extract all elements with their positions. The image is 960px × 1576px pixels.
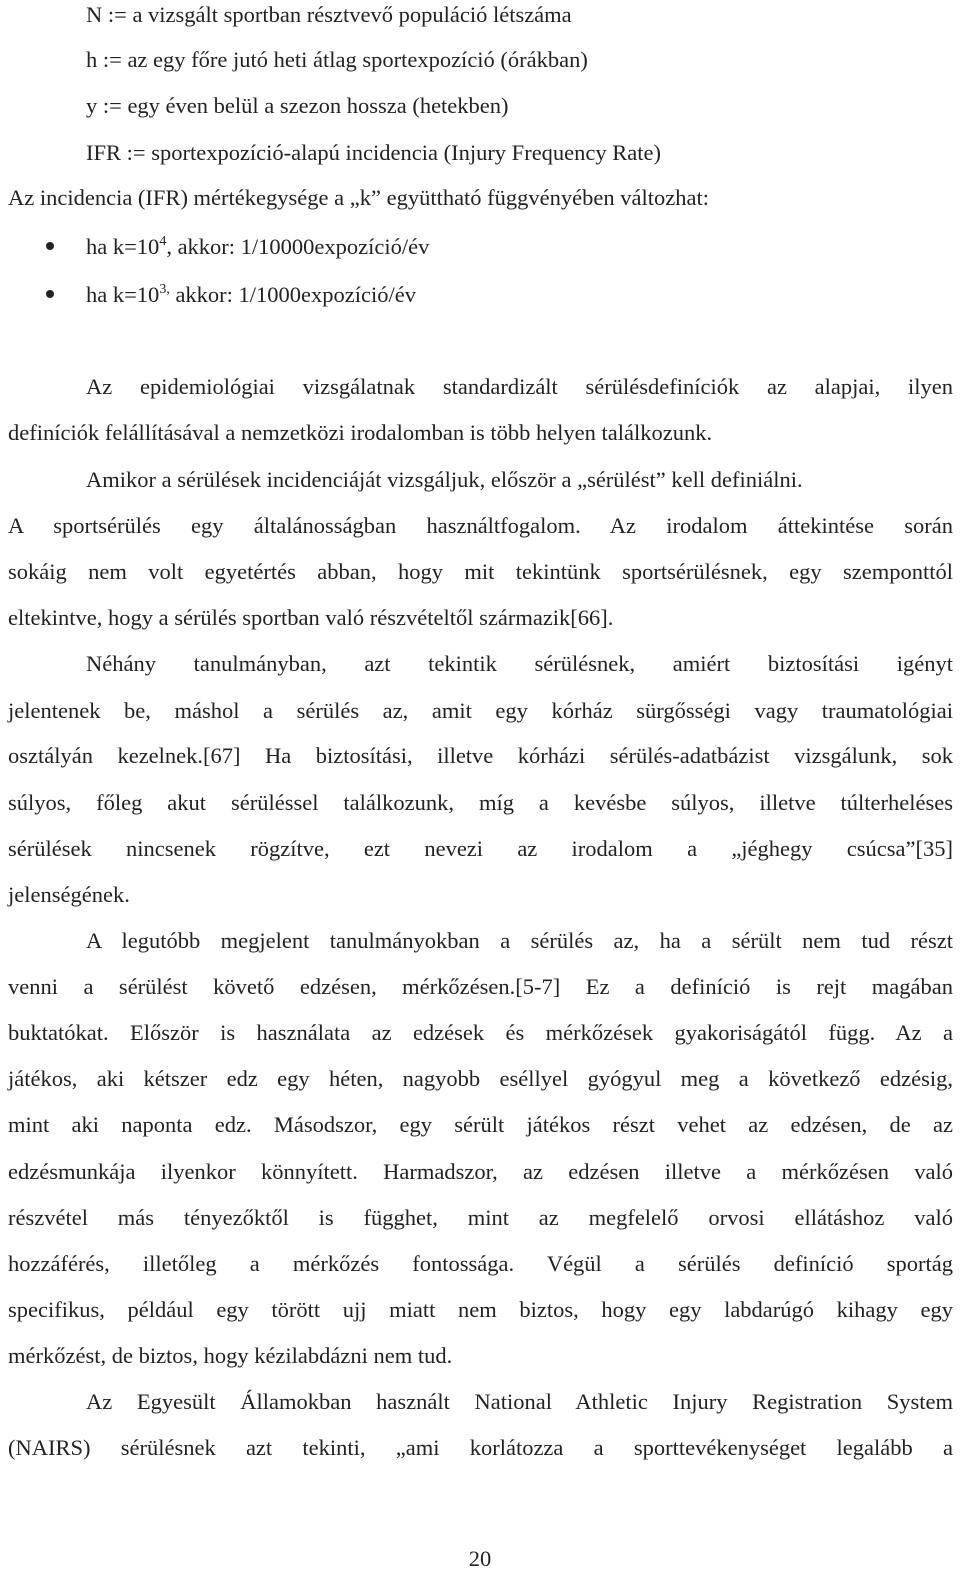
bullet-item-k3 (86, 280, 960, 310)
paragraph-line: definíciók felállításával a nemzetközi irodalomban is több helyen találkozunk. (8, 420, 713, 445)
paragraph-line: mint aki naponta edz. Másodszor, egy sérült játékos részt vehet az edzésen, de az (8, 1112, 953, 1137)
bullet-suffix: akkor: 1/1000expozíció/év (169, 282, 416, 307)
paragraph-line: mérkőzést, de biztos, hogy kézilabdázni nem tud. (8, 1343, 453, 1368)
paragraph-line: jelentenek be, máshol a sérülés az, amit egy kórház sürgősségi vagy traumatológiai (8, 698, 953, 723)
bullet-dot-icon (46, 290, 54, 298)
bullet-exponent: 3, (159, 282, 170, 297)
paragraph-line: edzésmunkája ilyenkor könnyített. Harmadszor, az edzésen illetve a mérkőzésen való (8, 1159, 953, 1184)
intro-line: Az incidencia (IFR) mértékegysége a „k” együttható függvényében változhat: (8, 185, 709, 210)
paragraph-line: Néhány tanulmányban, azt tekintik sérülésnek, amiért biztosítási igényt (86, 651, 953, 676)
paragraph-line: részvétel más tényezőktől is függhet, mint az megfelelő orvosi ellátáshoz való (8, 1205, 953, 1230)
paragraph-line: A legutóbb megjelent tanulmányokban a sérülés az, ha a sérült nem tud részt (86, 928, 953, 953)
paragraph-line: jelenségének. (8, 882, 130, 907)
paragraph-line: venni a sérülést követő edzésen, mérkőzésen.[5-7] Ez a definíció is rejt magában (8, 974, 953, 999)
paragraph-line: sokáig nem volt egyetértés abban, hogy mit tekintünk sportsérülésnek, egy szemponttól (8, 559, 953, 584)
paragraph-line: Az Egyesült Államokban használt National Athletic Injury Registration System (86, 1389, 953, 1414)
paragraph-line: A sportsérülés egy általánosságban használtfogalom. Az irodalom áttekintése során (8, 513, 953, 538)
definition-ifr: IFR := sportexpozíció-alapú incidencia (Injury Frequency Rate) (86, 140, 662, 165)
bullet-exponent: 4 (159, 234, 167, 249)
paragraph-line: osztályán kezelnek.[67] Ha biztosítási, illetve kórházi sérülés-adatbázist vizsgálunk, sok (8, 743, 953, 768)
paragraph-line: buktatókat. Először is használata az edzések és mérkőzések gyakoriságától függ. Az a (8, 1020, 953, 1045)
paragraph-line: sérülések nincsenek rögzítve, ezt nevezi az irodalom a „jéghegy csúcsa”[35] (8, 836, 953, 861)
paragraph-line: specifikus, például egy törött ujj miatt nem biztos, hogy egy labdarúgó kihagy egy (8, 1297, 953, 1322)
paragraph-line: (NAIRS) sérülésnek azt tekinti, „ami korlátozza a sporttevékenységet legalább a (8, 1435, 953, 1460)
bullet-dot-icon (46, 242, 54, 250)
definition-h: h := az egy főre jutó heti átlag sportexpozíció (órákban) (86, 47, 588, 72)
paragraph-line: játékos, aki kétszer edz egy héten, nagyobb eséllyel gyógyul meg a következő edzésig, (8, 1066, 953, 1091)
paragraph-line: súlyos, főleg akut sérüléssel találkozunk, míg a kevésbe súlyos, illetve túlterheléses (8, 790, 953, 815)
bullet-prefix: ha k=10 (86, 282, 160, 307)
paragraph-line: eltekintve, hogy a sérülés sportban való részvételtől származik[66]. (8, 605, 614, 630)
bullet-prefix: ha k=10 (86, 234, 160, 259)
definition-y: y := egy éven belül a szezon hossza (hetekben) (86, 93, 509, 118)
bullet-item-k4 (86, 232, 960, 262)
paragraph-line: Az epidemiológiai vizsgálatnak standardizált sérülésdefiníciók az alapjai, ilyen (86, 374, 953, 399)
definition-n: N := a vizsgált sportban résztvevő populáció létszáma (86, 2, 572, 27)
paragraph-line: Amikor a sérülések incidenciáját vizsgáljuk, először a „sérülést” kell definiálni. (86, 467, 803, 492)
page-number: 20 (468, 1546, 492, 1571)
paragraph-line: hozzáférés, illetőleg a mérkőzés fontossága. Végül a sérülés definíció sportág (8, 1251, 953, 1276)
bullet-suffix: , akkor: 1/10000expozíció/év (166, 234, 430, 259)
